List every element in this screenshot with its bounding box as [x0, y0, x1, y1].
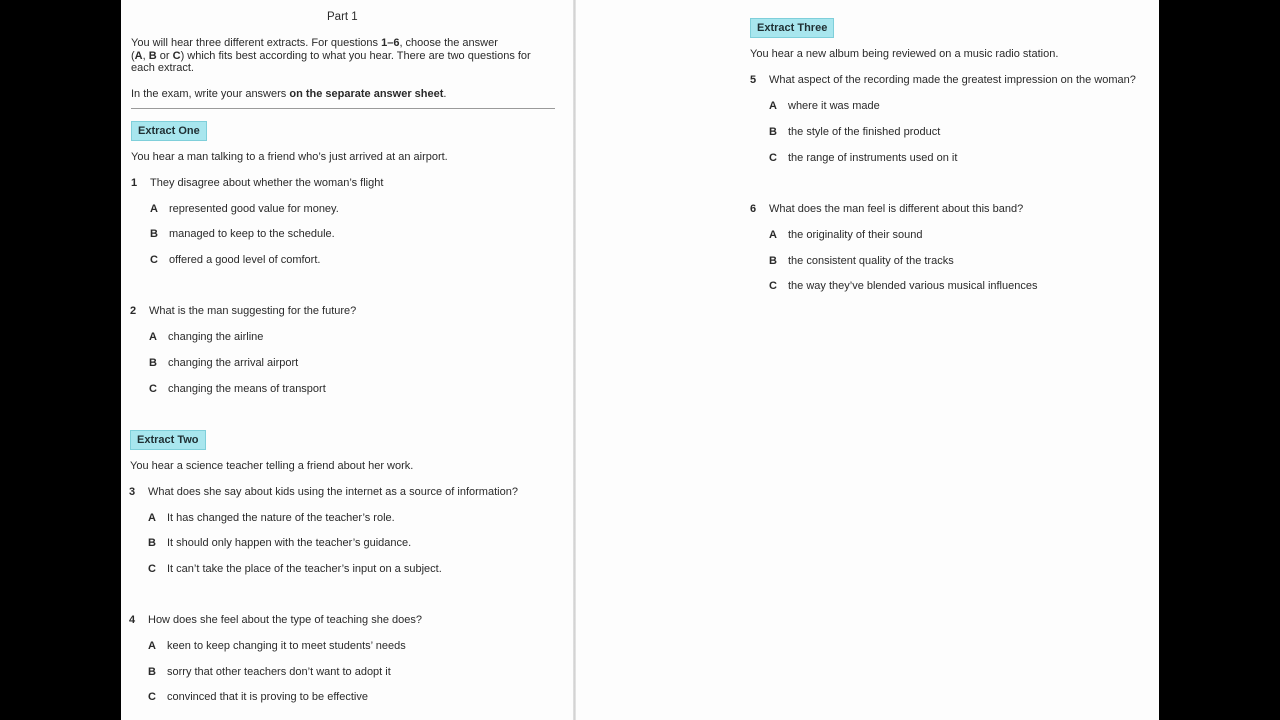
question-1-option-b[interactable]: B managed to keep to the schedule.	[150, 228, 335, 240]
extract-two-label: Extract Two	[130, 430, 206, 450]
extract-two-context: You hear a science teacher telling a friend about her work.	[130, 460, 414, 472]
question-1-option-a[interactable]: A represented good value for money.	[150, 203, 339, 215]
question-4-option-c[interactable]: C convinced that it is proving to be effective	[148, 691, 368, 703]
question-6-option-a[interactable]: A the originality of their sound	[769, 229, 923, 241]
question-3-option-b[interactable]: B It should only happen with the teacher’s guidance.	[148, 537, 412, 549]
extract-one-label: Extract One	[131, 121, 207, 141]
question-4: 4 How does she feel about the type of teaching she does?	[129, 614, 422, 626]
question-6-option-c[interactable]: C the way they’ve blended various musical influences	[769, 280, 1038, 292]
question-5-option-c[interactable]: C the range of instruments used on it	[769, 152, 958, 164]
question-5-option-a[interactable]: A where it was made	[769, 100, 880, 112]
question-1: 1 They disagree about whether the woman’s flight	[131, 177, 384, 189]
right-page	[576, 0, 1159, 720]
question-2-option-b[interactable]: B changing the arrival airport	[149, 357, 299, 369]
question-2: 2 What is the man suggesting for the future?	[130, 305, 357, 317]
question-1-option-c[interactable]: C offered a good level of comfort.	[150, 254, 321, 266]
question-6-option-b[interactable]: B the consistent quality of the tracks	[769, 255, 954, 267]
question-6: 6 What does the man feel is different about this band?	[750, 203, 1024, 215]
question-3-option-a[interactable]: A It has changed the nature of the teacher’s role.	[148, 512, 395, 524]
question-3: 3 What does she say about kids using the internet as a source of information?	[129, 486, 518, 498]
extract-three-context: You hear a new album being reviewed on a music radio station.	[750, 48, 1059, 60]
question-2-option-c[interactable]: C changing the means of transport	[149, 383, 326, 395]
question-5: 5 What aspect of the recording made the greatest impression on the woman?	[750, 74, 1136, 86]
question-4-option-b[interactable]: B sorry that other teachers don’t want to adopt it	[148, 666, 391, 678]
question-2-option-a[interactable]: A changing the airline	[149, 331, 264, 343]
question-5-option-b[interactable]: B the style of the finished product	[769, 126, 941, 138]
part-title: Part 1	[327, 11, 358, 23]
extract-three-label: Extract Three	[750, 18, 834, 38]
left-page	[121, 0, 573, 720]
answer-sheet-instruction: In the exam, write your answers on the separate answer sheet.	[131, 88, 447, 100]
question-3-option-c[interactable]: C It can’t take the place of the teacher’s input on a subject.	[148, 563, 442, 575]
question-4-option-a[interactable]: A keen to keep changing it to meet students’ needs	[148, 640, 406, 652]
extract-one-context: You hear a man talking to a friend who’s just arrived at an airport.	[131, 151, 448, 163]
divider	[131, 108, 555, 109]
intro-text: You will hear three different extracts. For questions 1–6, choose the answer (A, B or C) which fits best according to what you hear. There are two questions for each extract.	[131, 37, 531, 74]
